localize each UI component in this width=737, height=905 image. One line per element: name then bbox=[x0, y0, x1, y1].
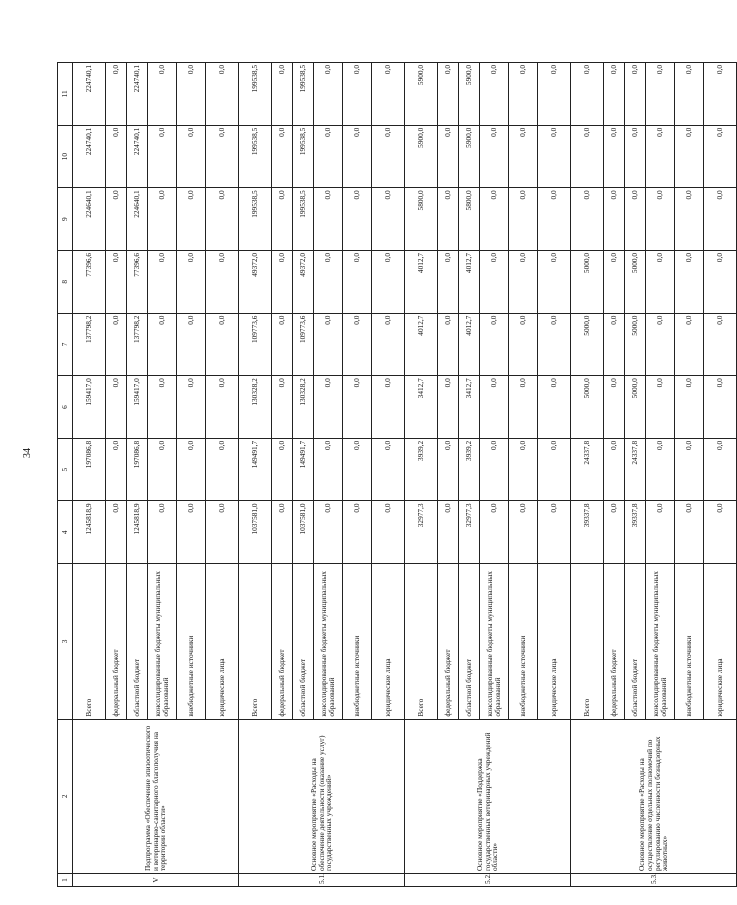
amount-cell: 0,0 bbox=[438, 188, 459, 251]
amount-cell: 0,0 bbox=[604, 501, 625, 564]
amount-cell: 0,0 bbox=[272, 501, 293, 564]
amount-cell: 0,0 bbox=[604, 438, 625, 501]
amount-cell: 0,0 bbox=[480, 251, 509, 314]
amount-cell: 5000,0 bbox=[571, 313, 604, 376]
amount-cell: 0,0 bbox=[206, 63, 239, 126]
column-number-header: 4 bbox=[58, 501, 73, 564]
amount-cell: 49372,0 bbox=[293, 251, 314, 314]
amount-cell: 5900,0 bbox=[459, 63, 480, 126]
amount-cell: 0,0 bbox=[571, 125, 604, 188]
column-number-header: 9 bbox=[58, 188, 73, 251]
header-row bbox=[58, 63, 73, 887]
amount-cell: 5900,0 bbox=[405, 125, 438, 188]
amount-cell: 0,0 bbox=[646, 251, 675, 314]
amount-cell: 0,0 bbox=[509, 251, 538, 314]
amount-cell: 0,0 bbox=[177, 251, 206, 314]
amount-cell: 0,0 bbox=[704, 188, 737, 251]
amount-cell: 39337,8 bbox=[625, 501, 646, 564]
column-number-header: 3 bbox=[58, 564, 73, 720]
amount-cell: 5000,0 bbox=[571, 251, 604, 314]
amount-cell: 0,0 bbox=[206, 251, 239, 314]
amount-cell: 0,0 bbox=[206, 188, 239, 251]
amount-cell: 0,0 bbox=[343, 501, 372, 564]
amount-cell: 0,0 bbox=[343, 125, 372, 188]
amount-cell: 0,0 bbox=[604, 63, 625, 126]
section-name: Подпрограмма «Обеспечение эпизоотического и ветеринарно-санитарного благополучия на территории области» bbox=[73, 719, 239, 873]
amount-cell: 199538,5 bbox=[239, 63, 272, 126]
amount-cell: 137798,2 bbox=[73, 313, 106, 376]
amount-cell: 4012,7 bbox=[405, 313, 438, 376]
amount-cell: 0,0 bbox=[314, 313, 343, 376]
amount-cell: 0,0 bbox=[509, 313, 538, 376]
amount-cell: 3412,7 bbox=[459, 376, 480, 439]
amount-cell: 5000,0 bbox=[571, 376, 604, 439]
amount-cell: 0,0 bbox=[704, 63, 737, 126]
amount-cell: 0,0 bbox=[675, 251, 704, 314]
funding-source: областной бюджет bbox=[127, 564, 148, 720]
amount-cell: 197086,8 bbox=[127, 438, 148, 501]
amount-cell: 0,0 bbox=[704, 501, 737, 564]
amount-cell: 159417,0 bbox=[73, 376, 106, 439]
amount-cell: 0,0 bbox=[343, 313, 372, 376]
amount-cell: 109773,6 bbox=[239, 313, 272, 376]
amount-cell: 4012,7 bbox=[459, 251, 480, 314]
column-number-header: 8 bbox=[58, 251, 73, 314]
funding-source: юридические лица bbox=[372, 564, 405, 720]
amount-cell: 0,0 bbox=[704, 376, 737, 439]
funding-source: консолидированные бюджеты муниципальных образований bbox=[646, 564, 675, 720]
amount-cell: 0,0 bbox=[106, 251, 127, 314]
column-number-header: 11 bbox=[58, 63, 73, 126]
amount-cell: 0,0 bbox=[646, 376, 675, 439]
amount-cell: 0,0 bbox=[438, 313, 459, 376]
amount-cell: 0,0 bbox=[272, 63, 293, 126]
amount-cell: 0,0 bbox=[646, 501, 675, 564]
amount-cell: 3939,2 bbox=[459, 438, 480, 501]
amount-cell: 39337,8 bbox=[571, 501, 604, 564]
amount-cell: 0,0 bbox=[148, 63, 177, 126]
funding-source: областной бюджет bbox=[625, 564, 646, 720]
amount-cell: 5000,0 bbox=[625, 376, 646, 439]
amount-cell: 0,0 bbox=[206, 376, 239, 439]
amount-cell: 0,0 bbox=[272, 438, 293, 501]
amount-cell: 0,0 bbox=[106, 501, 127, 564]
amount-cell: 0,0 bbox=[177, 501, 206, 564]
amount-cell: 0,0 bbox=[646, 125, 675, 188]
amount-cell: 0,0 bbox=[604, 251, 625, 314]
amount-cell: 0,0 bbox=[177, 125, 206, 188]
amount-cell: 0,0 bbox=[538, 63, 571, 126]
amount-cell: 0,0 bbox=[372, 438, 405, 501]
amount-cell: 224740,1 bbox=[73, 63, 106, 126]
amount-cell: 0,0 bbox=[343, 376, 372, 439]
amount-cell: 0,0 bbox=[704, 125, 737, 188]
amount-cell: 109773,6 bbox=[293, 313, 314, 376]
section-code: 5.1. bbox=[239, 874, 405, 887]
amount-cell: 5000,0 bbox=[625, 313, 646, 376]
amount-cell: 149491,7 bbox=[293, 438, 314, 501]
amount-cell: 0,0 bbox=[438, 376, 459, 439]
funding-source: Всего bbox=[571, 564, 604, 720]
amount-cell: 0,0 bbox=[272, 376, 293, 439]
amount-cell: 0,0 bbox=[625, 125, 646, 188]
amount-cell: 0,0 bbox=[148, 188, 177, 251]
amount-cell: 0,0 bbox=[675, 63, 704, 126]
column-number-header: 5 bbox=[58, 438, 73, 501]
amount-cell: 0,0 bbox=[571, 188, 604, 251]
amount-cell: 0,0 bbox=[148, 313, 177, 376]
amount-cell: 0,0 bbox=[272, 125, 293, 188]
amount-cell: 224640,1 bbox=[73, 188, 106, 251]
amount-cell: 0,0 bbox=[148, 376, 177, 439]
page-number: 34 bbox=[22, 448, 33, 458]
section-code: 5.2. bbox=[405, 874, 571, 887]
column-number-header: 2 bbox=[58, 719, 73, 873]
amount-cell: 0,0 bbox=[148, 501, 177, 564]
amount-cell: 0,0 bbox=[704, 251, 737, 314]
amount-cell: 24337,8 bbox=[625, 438, 646, 501]
amount-cell: 0,0 bbox=[480, 501, 509, 564]
amount-cell: 0,0 bbox=[509, 376, 538, 439]
funding-source: федеральный бюджет bbox=[604, 564, 625, 720]
amount-cell: 0,0 bbox=[343, 188, 372, 251]
amount-cell: 0,0 bbox=[480, 376, 509, 439]
amount-cell: 0,0 bbox=[509, 125, 538, 188]
amount-cell: 0,0 bbox=[272, 188, 293, 251]
amount-cell: 0,0 bbox=[177, 63, 206, 126]
amount-cell: 0,0 bbox=[372, 63, 405, 126]
amount-cell: 197086,8 bbox=[73, 438, 106, 501]
funding-source: областной бюджет bbox=[293, 564, 314, 720]
amount-cell: 0,0 bbox=[646, 313, 675, 376]
amount-cell: 0,0 bbox=[206, 438, 239, 501]
amount-cell: 32977,3 bbox=[459, 501, 480, 564]
amount-cell: 5800,0 bbox=[459, 188, 480, 251]
amount-cell: 224740,1 bbox=[127, 63, 148, 126]
amount-cell: 77396,6 bbox=[73, 251, 106, 314]
amount-cell: 0,0 bbox=[148, 125, 177, 188]
amount-cell: 77396,6 bbox=[127, 251, 148, 314]
amount-cell: 0,0 bbox=[509, 501, 538, 564]
amount-cell: 0,0 bbox=[106, 313, 127, 376]
amount-cell: 0,0 bbox=[438, 438, 459, 501]
amount-cell: 149491,7 bbox=[239, 438, 272, 501]
amount-cell: 224740,1 bbox=[127, 125, 148, 188]
amount-cell: 199538,5 bbox=[293, 63, 314, 126]
funding-source: федеральный бюджет bbox=[438, 564, 459, 720]
amount-cell: 0,0 bbox=[538, 188, 571, 251]
amount-cell: 199538,5 bbox=[293, 188, 314, 251]
amount-cell: 0,0 bbox=[343, 251, 372, 314]
amount-cell: 0,0 bbox=[372, 501, 405, 564]
amount-cell: 199538,5 bbox=[293, 125, 314, 188]
amount-cell: 0,0 bbox=[509, 438, 538, 501]
amount-cell: 0,0 bbox=[675, 188, 704, 251]
amount-cell: 0,0 bbox=[206, 501, 239, 564]
amount-cell: 0,0 bbox=[509, 188, 538, 251]
amount-cell: 0,0 bbox=[675, 438, 704, 501]
table-row bbox=[239, 63, 272, 887]
amount-cell: 199538,5 bbox=[239, 125, 272, 188]
section-name: Основное мероприятие «Поддержка государственных ветеринарных учреждений области» bbox=[405, 719, 571, 873]
amount-cell: 199538,5 bbox=[239, 188, 272, 251]
amount-cell: 0,0 bbox=[106, 125, 127, 188]
amount-cell: 0,0 bbox=[538, 438, 571, 501]
amount-cell: 0,0 bbox=[314, 63, 343, 126]
amount-cell: 49372,0 bbox=[239, 251, 272, 314]
amount-cell: 0,0 bbox=[480, 63, 509, 126]
column-number-header: 7 bbox=[58, 313, 73, 376]
amount-cell: 224640,1 bbox=[127, 188, 148, 251]
amount-cell: 0,0 bbox=[675, 313, 704, 376]
funding-source: консолидированные бюджеты муниципальных образований bbox=[480, 564, 509, 720]
funding-source: Всего bbox=[405, 564, 438, 720]
amount-cell: 32977,3 bbox=[405, 501, 438, 564]
column-number-header: 1 bbox=[58, 874, 73, 887]
amount-cell: 0,0 bbox=[675, 376, 704, 439]
amount-cell: 0,0 bbox=[148, 438, 177, 501]
amount-cell: 0,0 bbox=[438, 501, 459, 564]
amount-cell: 0,0 bbox=[314, 251, 343, 314]
amount-cell: 0,0 bbox=[272, 313, 293, 376]
amount-cell: 0,0 bbox=[538, 313, 571, 376]
amount-cell: 0,0 bbox=[646, 438, 675, 501]
amount-cell: 0,0 bbox=[538, 376, 571, 439]
amount-cell: 3939,2 bbox=[405, 438, 438, 501]
funding-source: внебюджетные источники bbox=[509, 564, 538, 720]
amount-cell: 0,0 bbox=[604, 125, 625, 188]
table-row bbox=[73, 63, 106, 887]
amount-cell: 0,0 bbox=[314, 376, 343, 439]
amount-cell: 0,0 bbox=[372, 188, 405, 251]
amount-cell: 130328,2 bbox=[293, 376, 314, 439]
amount-cell: 3412,7 bbox=[405, 376, 438, 439]
amount-cell: 4012,7 bbox=[459, 313, 480, 376]
amount-cell: 1245818,9 bbox=[127, 501, 148, 564]
table-row bbox=[571, 63, 604, 887]
amount-cell: 0,0 bbox=[675, 501, 704, 564]
amount-cell: 4012,7 bbox=[405, 251, 438, 314]
amount-cell: 0,0 bbox=[571, 63, 604, 126]
amount-cell: 0,0 bbox=[177, 313, 206, 376]
funding-source: областной бюджет bbox=[459, 564, 480, 720]
amount-cell: 0,0 bbox=[604, 313, 625, 376]
amount-cell: 159417,0 bbox=[127, 376, 148, 439]
amount-cell: 0,0 bbox=[509, 63, 538, 126]
funding-source: юридические лица bbox=[704, 564, 737, 720]
column-number-header: 10 bbox=[58, 125, 73, 188]
amount-cell: 0,0 bbox=[372, 313, 405, 376]
amount-cell: 0,0 bbox=[372, 376, 405, 439]
amount-cell: 0,0 bbox=[272, 251, 293, 314]
amount-cell: 1245818,9 bbox=[73, 501, 106, 564]
amount-cell: 0,0 bbox=[538, 125, 571, 188]
amount-cell: 0,0 bbox=[480, 188, 509, 251]
section-code: 5.3. bbox=[571, 874, 737, 887]
amount-cell: 5900,0 bbox=[459, 125, 480, 188]
amount-cell: 0,0 bbox=[314, 438, 343, 501]
rotated-page-content bbox=[57, 62, 725, 887]
amount-cell: 0,0 bbox=[314, 501, 343, 564]
amount-cell: 0,0 bbox=[538, 501, 571, 564]
funding-source: внебюджетные источники bbox=[675, 564, 704, 720]
amount-cell: 137798,2 bbox=[127, 313, 148, 376]
funding-source: федеральный бюджет bbox=[272, 564, 293, 720]
funding-source: Всего bbox=[239, 564, 272, 720]
budget-table bbox=[57, 62, 737, 887]
amount-cell: 0,0 bbox=[438, 251, 459, 314]
amount-cell: 0,0 bbox=[480, 313, 509, 376]
amount-cell: 0,0 bbox=[625, 188, 646, 251]
amount-cell: 0,0 bbox=[438, 125, 459, 188]
funding-source: внебюджетные источники bbox=[177, 564, 206, 720]
amount-cell: 0,0 bbox=[343, 63, 372, 126]
funding-source: консолидированные бюджеты муниципальных образований bbox=[148, 564, 177, 720]
funding-source: юридические лица bbox=[538, 564, 571, 720]
amount-cell: 0,0 bbox=[625, 63, 646, 126]
amount-cell: 0,0 bbox=[314, 188, 343, 251]
funding-source: консолидированные бюджеты муниципальных образований bbox=[314, 564, 343, 720]
amount-cell: 0,0 bbox=[177, 376, 206, 439]
amount-cell: 0,0 bbox=[480, 125, 509, 188]
amount-cell: 1037581,0 bbox=[239, 501, 272, 564]
amount-cell: 0,0 bbox=[438, 63, 459, 126]
section-code: V bbox=[73, 874, 239, 887]
amount-cell: 0,0 bbox=[604, 376, 625, 439]
amount-cell: 0,0 bbox=[148, 251, 177, 314]
amount-cell: 0,0 bbox=[106, 188, 127, 251]
amount-cell: 0,0 bbox=[675, 125, 704, 188]
amount-cell: 0,0 bbox=[538, 251, 571, 314]
amount-cell: 0,0 bbox=[646, 63, 675, 126]
funding-source: внебюджетные источники bbox=[343, 564, 372, 720]
amount-cell: 0,0 bbox=[177, 438, 206, 501]
amount-cell: 130328,2 bbox=[239, 376, 272, 439]
funding-source: федеральный бюджет bbox=[106, 564, 127, 720]
amount-cell: 0,0 bbox=[372, 125, 405, 188]
amount-cell: 0,0 bbox=[480, 438, 509, 501]
amount-cell: 0,0 bbox=[206, 313, 239, 376]
section-name: Основное мероприятие «Расходы на обеспечение деятельности (оказание услуг) государственных учреждений» bbox=[239, 719, 405, 873]
amount-cell: 0,0 bbox=[314, 125, 343, 188]
column-number-header: 6 bbox=[58, 376, 73, 439]
amount-cell: 1037581,0 bbox=[293, 501, 314, 564]
amount-cell: 0,0 bbox=[106, 63, 127, 126]
amount-cell: 0,0 bbox=[177, 188, 206, 251]
amount-cell: 0,0 bbox=[106, 438, 127, 501]
table-row bbox=[405, 63, 438, 887]
amount-cell: 0,0 bbox=[106, 376, 127, 439]
amount-cell: 5000,0 bbox=[625, 251, 646, 314]
amount-cell: 24337,8 bbox=[571, 438, 604, 501]
amount-cell: 5900,0 bbox=[405, 63, 438, 126]
amount-cell: 0,0 bbox=[206, 125, 239, 188]
amount-cell: 0,0 bbox=[604, 188, 625, 251]
funding-source: юридические лица bbox=[206, 564, 239, 720]
amount-cell: 0,0 bbox=[372, 251, 405, 314]
amount-cell: 0,0 bbox=[704, 313, 737, 376]
amount-cell: 224740,1 bbox=[73, 125, 106, 188]
amount-cell: 5800,0 bbox=[405, 188, 438, 251]
amount-cell: 0,0 bbox=[704, 438, 737, 501]
amount-cell: 0,0 bbox=[646, 188, 675, 251]
funding-source: Всего bbox=[73, 564, 106, 720]
amount-cell: 0,0 bbox=[343, 438, 372, 501]
section-name: Основное мероприятие «Расходы на осуществление отдельных полномочий по регулированию численности безнадзорных животных» bbox=[571, 719, 737, 873]
